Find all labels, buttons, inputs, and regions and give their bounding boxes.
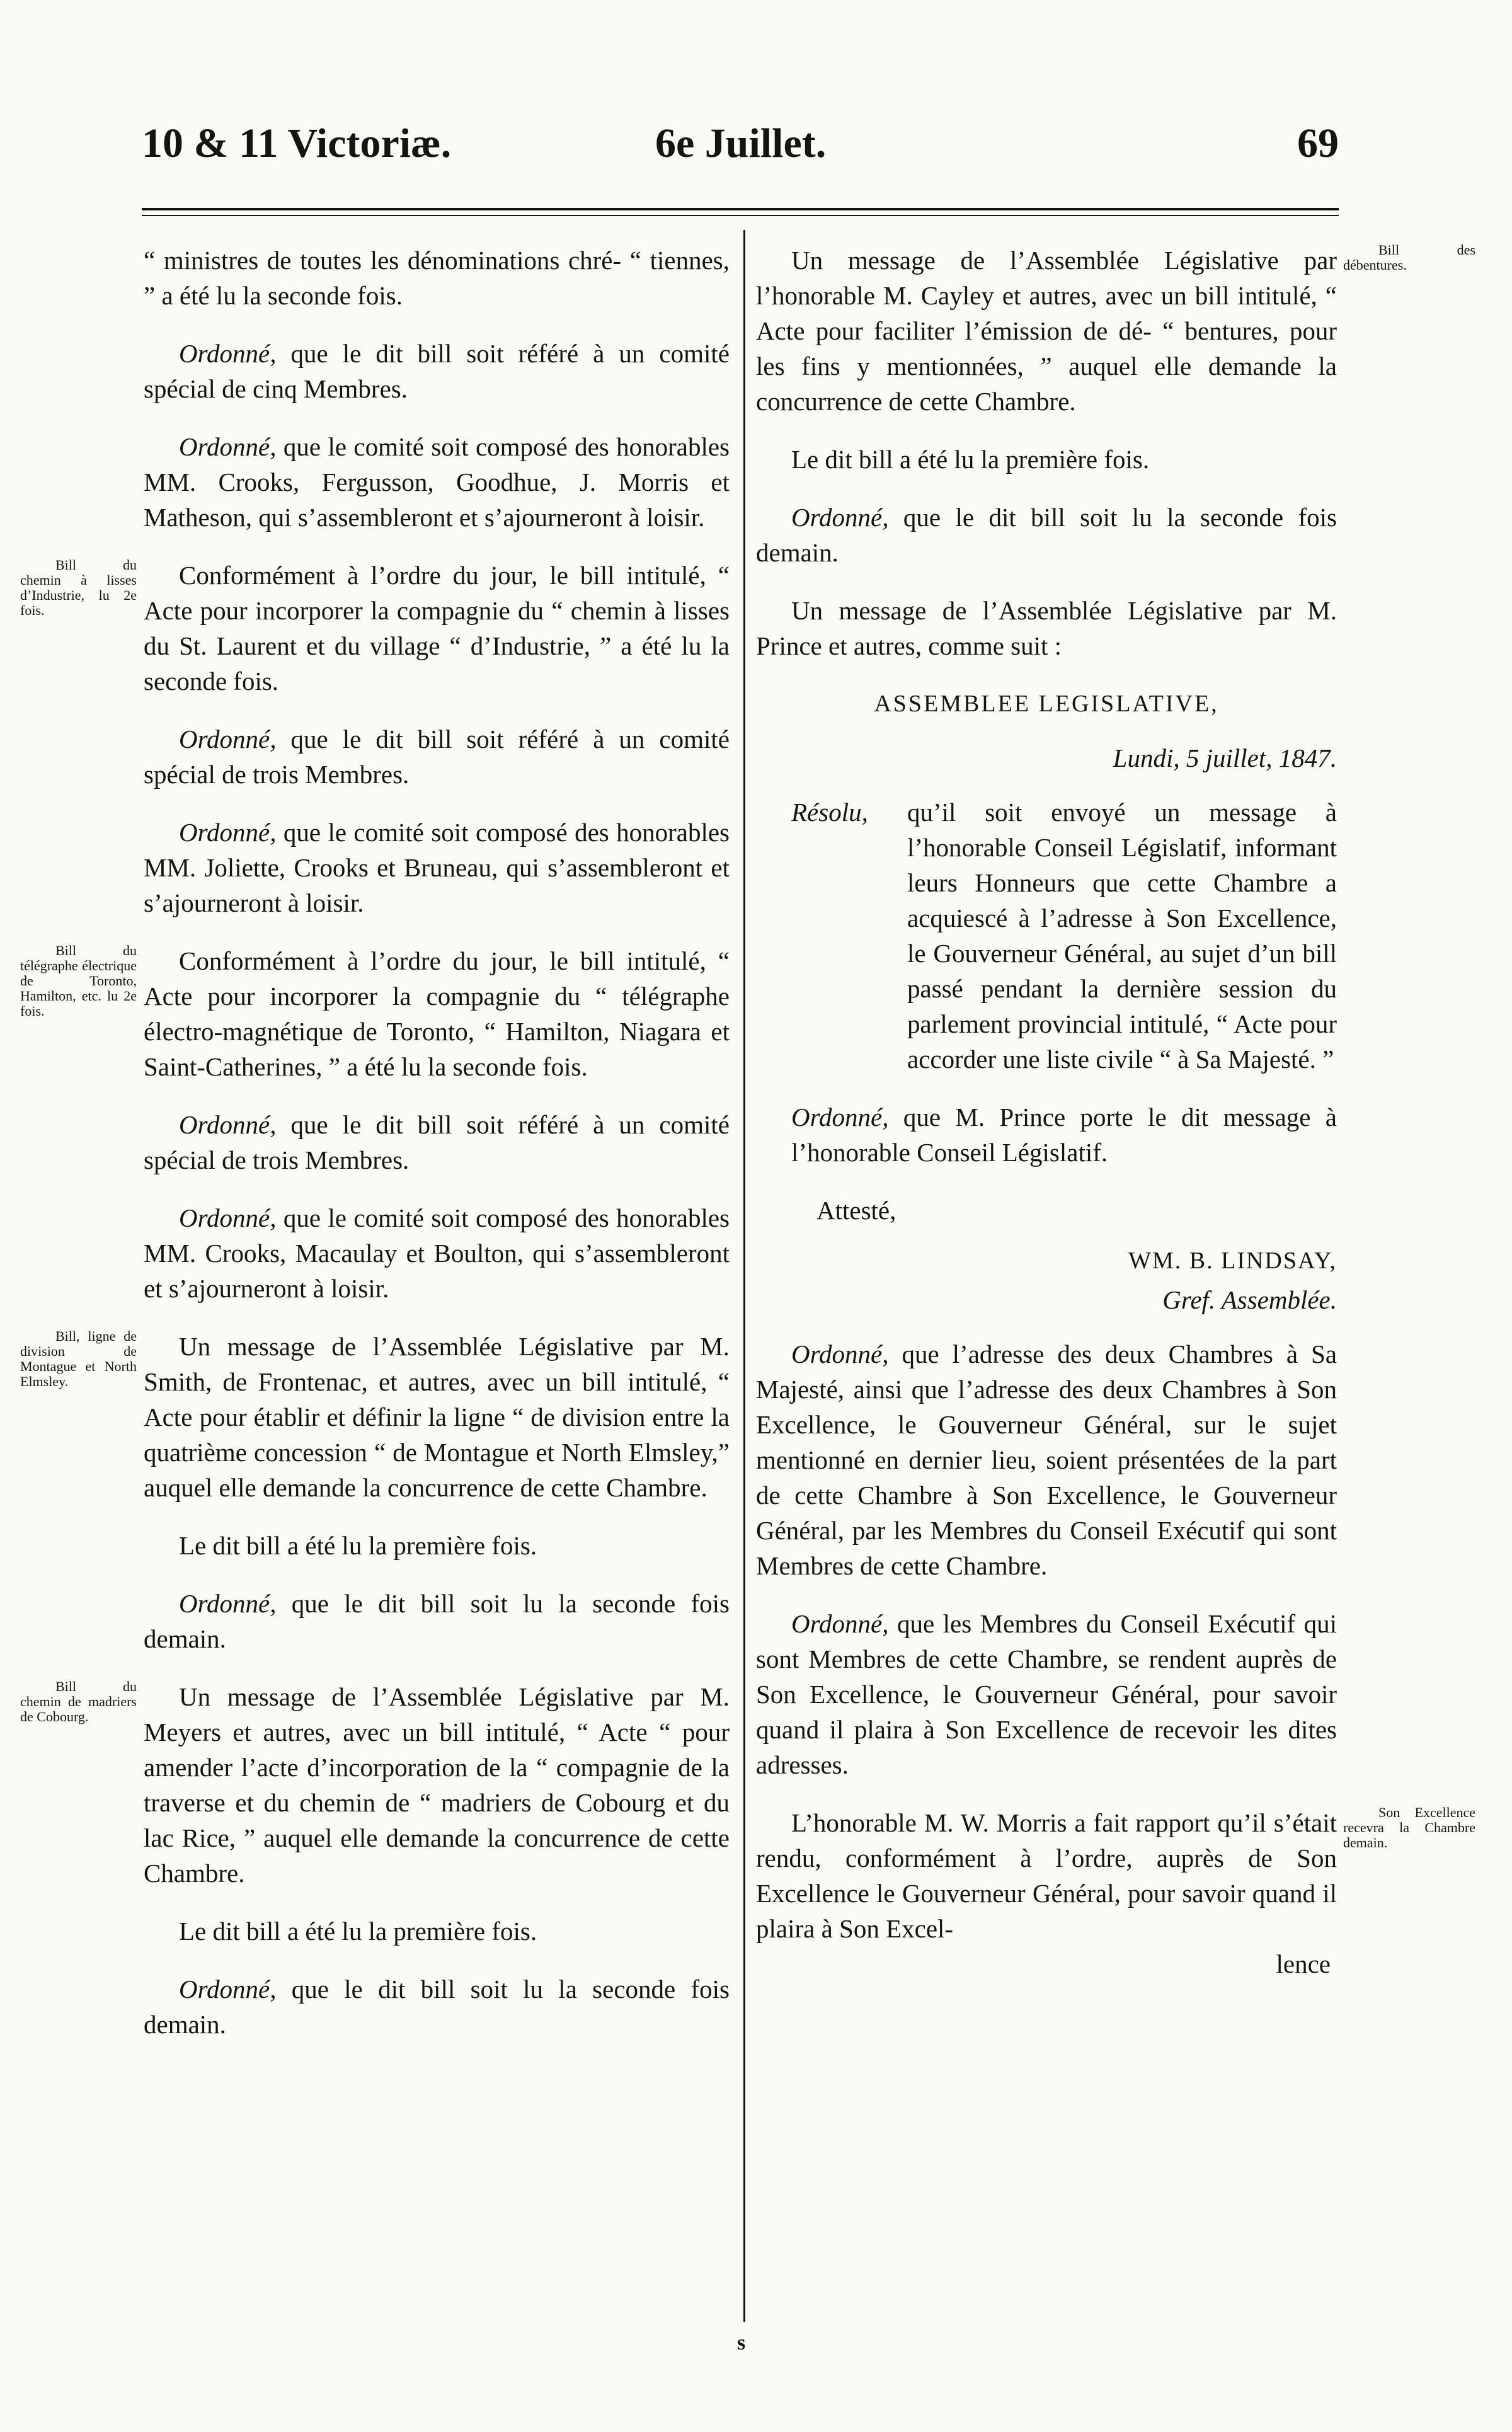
paragraph: Le dit bill a été lu la première fois.	[179, 1917, 537, 1946]
paragraph: Bill, ligne de division de Montague et North Elmsley. Un message de l’Assemblée Législative par M. Smith, de Frontenac, et autres, avec un bill intitulé, “ Acte pour établir et définir la ligne “ de division entre la quatrième concession “ de Montague et North Elmsley,” auquel elle demande la concurrence de cette Chambre.	[20, 1328, 730, 1502]
catchword: lence	[1276, 1949, 1331, 1978]
signature: WM. B. LINDSAY,	[1128, 1248, 1337, 1274]
paragraph: Bill du télégraphe électrique de Toronto, Hamilton, etc. lu 2e fois. Conformément à l’ordre du jour, le bill intitulé, “ Acte pour incorporer la compagnie du “ télégraphe électro-magnétique de Toronto, “ Hamilton, Niagara et Saint-Catherines, ” a été lu la seconde fois.	[20, 943, 730, 1081]
paragraph: Bill du chemin de madriers de Cobourg. Un message de l’Assemblée Législative par M. Meyers et autres, avec un bill intitulé, “ Acte “ pour amender l’acte d’incorporation de la “ compagnie de la traverse et du chemin de “ madriers de Cobourg et du lac Rice, ” auquel elle demande la concurrence de cette Chambre.	[20, 1678, 730, 1888]
paragraph: Ordonné, que le dit bill soit lu la seconde fois demain.	[144, 1589, 730, 1653]
paragraph: Ordonné, que le dit bill soit référé à un comité spécial de cinq Membres.	[144, 339, 730, 403]
header-date: 6e Juillet.	[655, 120, 827, 166]
paragraph: Le dit bill a été lu la première fois.	[179, 1531, 537, 1560]
date-line: Lundi, 5 juillet, 1847.	[1113, 743, 1337, 772]
column-divider	[743, 230, 745, 2322]
attestation: Attesté,	[816, 1196, 896, 1225]
page-number: 69	[1297, 120, 1339, 166]
paragraph: Bill du chemin à lisses d’Industrie, lu 2e fois. Conformément à l’ordre du jour, le bill intitulé, “ Acte pour incorporer la compagnie du “ chemin à lisses du St. Laurent et du village “ d’Industrie, ” a été lu la seconde fois.	[20, 557, 730, 696]
signature-title: Gref. Assemblée.	[1162, 1285, 1337, 1314]
signature-mark: s	[737, 2331, 746, 2355]
paragraph: Son Excellence recevra la Chambre demain. L’honorable M. W. Morris a fait rapport qu’il s’était rendu, conformément à l’ordre, auprès de Son Excellence le Gouverneur Général, pour savoir quand il plaira à Son Excel-	[756, 1804, 1475, 1943]
paragraph: Le dit bill a été lu la première fois.	[791, 445, 1150, 474]
paragraph: Ordonné, que le dit bill soit référé à un comité spécial de trois Membres.	[144, 725, 730, 789]
paragraph: Ordonné, que le comité soit composé des honorables MM. Joliette, Crooks et Bruneau, qui s’assembleront et s’ajourneront à loisir.	[144, 818, 730, 917]
paragraph: Ordonné, que l’adresse des deux Chambres à Sa Majesté, ainsi que l’adresse des deux Chambres à Son Excellence, le Gouverneur Général, sur le sujet mentionné en dernier lieu, soient présentées de la part de cette Chambre à Son Excellence, le Gouverneur Général, par les Membres du Conseil Exécutif qui sont Membres de cette Chambre.	[756, 1339, 1337, 1580]
paragraph: Ordonné, que les Membres du Conseil Exécutif qui sont Membres de cette Chambre, se rendent auprès de Son Excellence, le Gouverneur Général, pour savoir quand il plaira à Son Excellence de recevoir les dites adresses.	[756, 1609, 1337, 1779]
paragraph: Ordonné, que le dit bill soit référé à un comité spécial de trois Membres.	[144, 1110, 730, 1174]
assembly-heading: ASSEMBLEE LEGISLATIVE,	[874, 691, 1219, 717]
margin-note: Bill des débentures.	[1343, 242, 1475, 273]
paragraph: Un message de l’Assemblée Législative par M. Prince et autres, comme suit :	[756, 596, 1337, 660]
margin-note: Bill du chemin de madriers de Cobourg.	[20, 1678, 137, 1724]
margin-note: Bill, ligne de division de Montague et North Elmsley.	[20, 1328, 137, 1389]
margin-note: Bill du chemin à lisses d’Industrie, lu 2e fois.	[20, 557, 137, 618]
right-column	[756, 242, 1475, 2007]
paragraph: “ ministres de toutes les dénominations chré- “ tiennes, ” a été lu la seconde fois.	[144, 246, 730, 310]
header-rule-thick	[142, 208, 1339, 210]
paragraph: Ordonné, que le comité soit composé des honorables MM. Crooks, Macaulay et Boulton, qui s’assembleront et s’ajourneront à loisir.	[144, 1203, 730, 1303]
margin-note: Bill du télégraphe électrique de Toronto, Hamilton, etc. lu 2e fois.	[20, 943, 137, 1019]
paragraph: Ordonné, que le dit bill soit lu la seconde fois demain.	[144, 1975, 730, 2039]
paragraph: Ordonné, que M. Prince porte le dit message à l’honorable Conseil Législatif.	[791, 1103, 1337, 1167]
header-regnal-year: 10 & 11 Victoriæ.	[142, 120, 452, 166]
paragraph: Ordonné, que le comité soit composé des honorables MM. Crooks, Fergusson, Goodhue, J. Morris et Matheson, qui s’assembleront et s’ajourneront à loisir.	[144, 432, 730, 532]
margin-note: Son Excellence recevra la Chambre demain.	[1343, 1804, 1475, 1850]
left-column	[20, 243, 730, 2065]
resolution: Résolu, qu’il soit envoyé un message à l’honorable Conseil Législatif, informant leurs Honneurs que cette Chambre a acquiescé à l’adresse à Son Excellence, le Gouverneur Général, au sujet d’un bill passé pendant la dernière session du parlement provincial intitulé, “ Acte pour accorder une liste civile “ à Sa Majesté. ”	[791, 798, 1337, 1074]
paragraph: Bill des débentures. Un message de l’Assemblée Législative par l’honorable M. Cayley et autres, avec un bill intitulé, “ Acte pour faciliter l’émission de dé- “ bentures, pour les fins y mentionnées, ” auquel elle demande la concurrence de cette Chambre.	[756, 242, 1475, 416]
running-header	[142, 120, 1339, 189]
paragraph: Ordonné, que le dit bill soit lu la seconde fois demain.	[756, 503, 1337, 567]
header-rule-thin	[142, 215, 1339, 216]
